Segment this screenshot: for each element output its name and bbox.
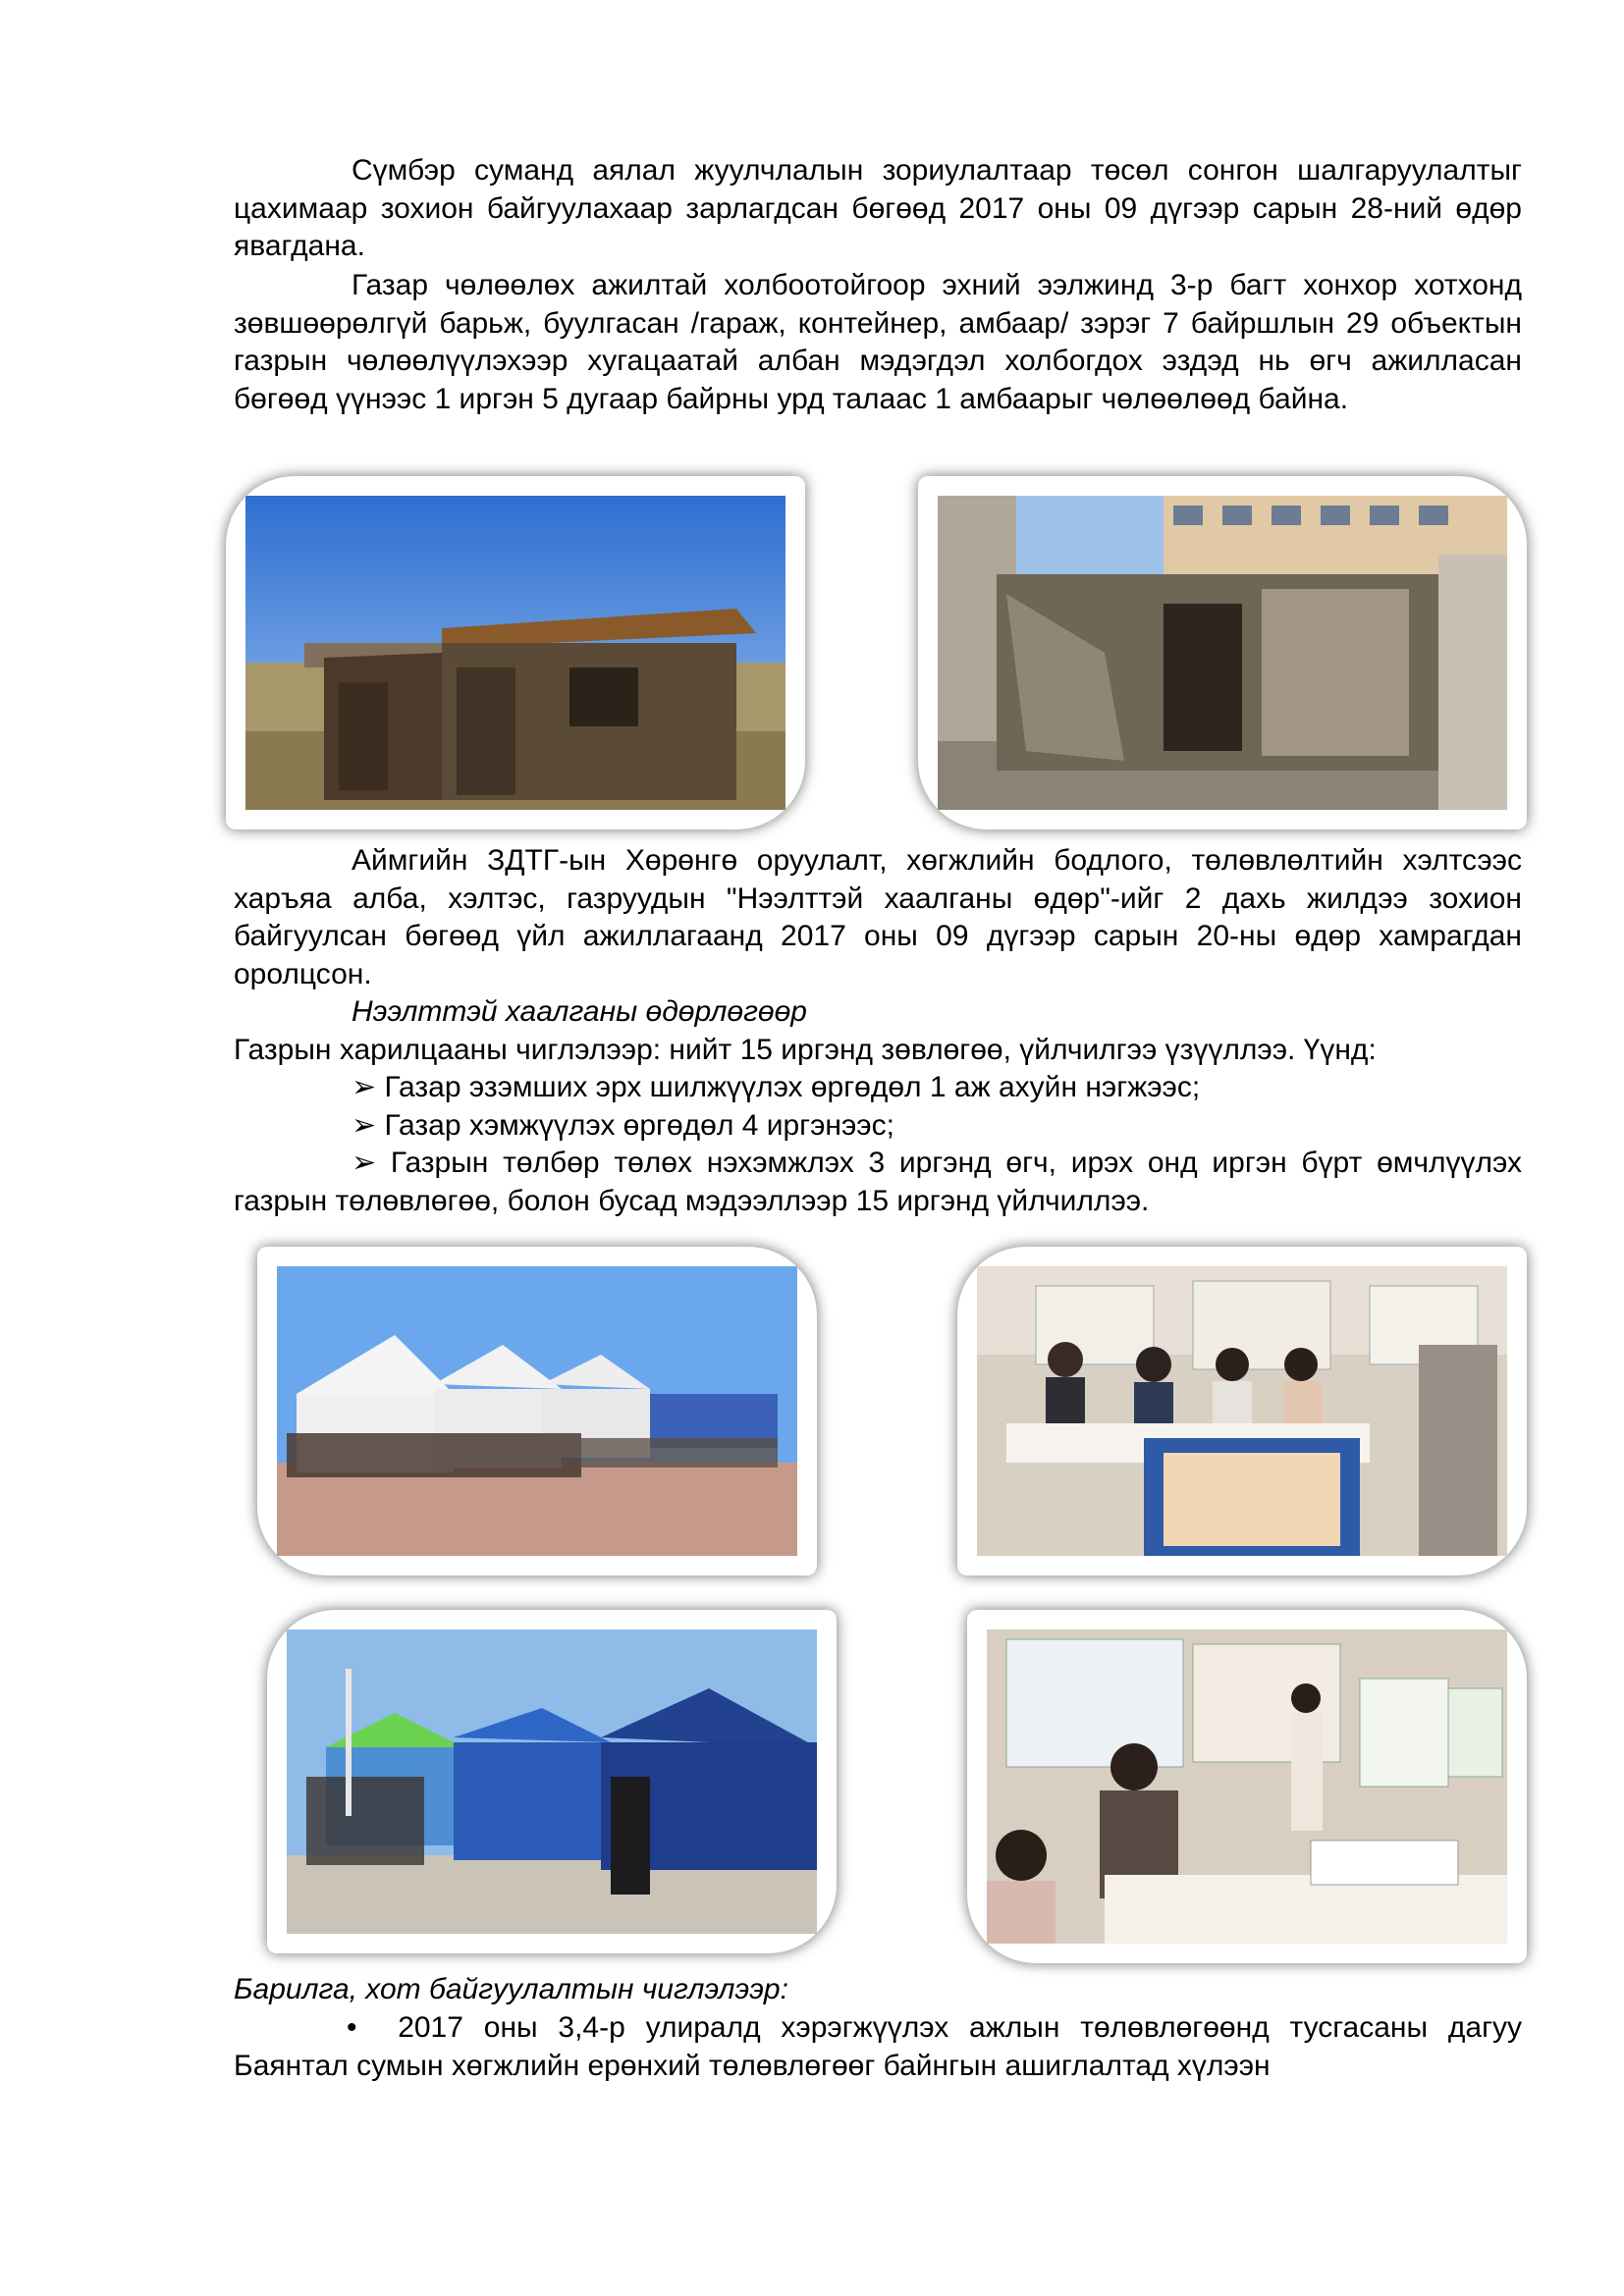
italic-heading-construction: Барилга, хот байгуулалтын чиглэлээр: [234, 1973, 788, 2005]
italic-heading-open-day: Нээлттэй хаалганы өдөрлөгөөр [352, 995, 807, 1028]
paragraph-land-release: Газар чөлөөлөх ажилтай холбоотойгоор эхний ээлжинд 3-р багт хонхор хотхонд зөвшөөрөлгүй барьж, буулгасан /гараж, контейнер, амбаар/ зэрэг 7 байршлын 29 объектын газрын чөлөөлүүлэхээр хугацаатай албан мэдэгдэл холбогдох эздэд нь өгч ажилласан бөгөөд үүнээс 1 иргэн 5 дугаар байрны урд талаас 1 амбаарыг чөлөөлөөд байна. [234, 269, 1522, 415]
photo-open-garage [918, 476, 1527, 829]
paragraph-tender: Сүмбэр суманд аялал жуулчлалын зориулалтаар төсөл сонгон шалгаруулалтыг цахимаар зохион байгуулахаар зарлагдсан бөгөөд 2017 оны 09 дүгээр сарын 28-ний өдөр явагдана. [234, 154, 1522, 262]
arrow-bullet-3: ➢ Газрын төлбөр төлөх нэхэмжлэх 3 иргэнд өгч, ирэх онд иргэн бүрт өмчлүүлэх газрын төлөвлөгөө, болон бусад мэдээллээр 15 иргэнд үйлчиллээ. [234, 1147, 1522, 1217]
bullet-dot-icon: • [347, 2011, 357, 2044]
arrow-bullet-2: ➢ Газар хэмжүүлэх өргөдөл 4 иргэнээс; [352, 1109, 894, 1142]
arrow-bullet-1: ➢ Газар эзэмших эрх шилжүүлэх өргөдөл 1 аж ахуйн нэгжээс; [352, 1071, 1201, 1103]
arrow-icon: ➢ [352, 1109, 377, 1142]
photo-staff-maps [967, 1610, 1527, 1963]
dot-bullet-paragraph: • 2017 оны 3,4-р улиралд хэрэгжүүлэх ажлын төлөвлөгөөнд тусгасаны дагуу Баянтал сумын хөгжлийн ерөнхий төлөвлөгөөг байнгын ашиглалтад хүлээн [234, 2011, 1523, 2082]
photo-old-sheds [226, 476, 805, 829]
arrow-icon: ➢ [352, 1147, 377, 1179]
arrow-icon: ➢ [352, 1071, 377, 1103]
photo-blue-tents [267, 1610, 837, 1953]
land-relations-intro: Газрын харилцааны чиглэлээр: нийт 15 иргэнд зөвлөгөө, үйлчилгээ үзүүллээ. Үүнд: [234, 1034, 1377, 1066]
photo-staff-desk [957, 1247, 1527, 1575]
paragraph-open-door-day: Аймгийн ЗДТГ-ын Хөрөнгө оруулалт, хөгжлийн бодлого, төлөвлөлтийн хэлтсээс харъяа алба, хэлтэс, газруудын "Нээлттэй хаалганы өдөр"-ийг 2 дахь жилдээ зохион байгуулсан бөгөөд үйл ажиллагаанд 2017 оны 09 дүгээр сарын 20-ны өдөр хамрагдан оролцсон. [234, 844, 1522, 990]
photo-tents-street [257, 1247, 817, 1575]
